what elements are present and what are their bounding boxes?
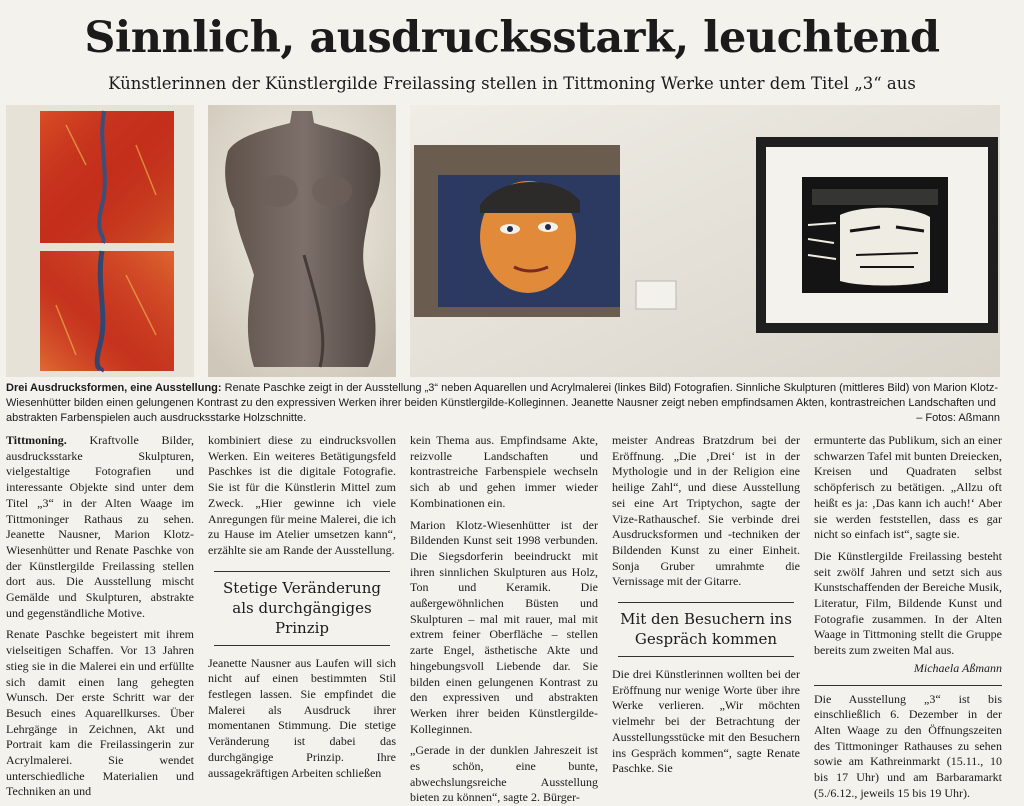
paragraph: kein Thema aus. Empfindsame Akte, reizvolle Landschaften und kontrastreiche Farbenspiele wechseln sich ab und gehen immer wieder Kombinationen ein. — [410, 433, 598, 510]
article-column-1 — [6, 433, 194, 800]
portrait-woodcut-image — [410, 105, 1000, 377]
article-column-2 — [208, 433, 396, 781]
photo-caption — [6, 381, 1000, 426]
paragraph: ermunterte das Publikum, sich an einer schwarzen Tafel mit bunten Dreiecken, Kreisen und Quadraten selbst schöpferisch zu betätigen. „Allzu oft heißt es ja: ‚Das kann ich auch!‘ Aber sie werden feststellen, dass es gar nicht so einfach ist“, sagte sie. — [814, 433, 1002, 542]
article-column-4 — [612, 433, 800, 777]
paragraph: Marion Klotz-Wiesenhütter ist der Bildenden Kunst seit 1998 verbunden. Die Siegsdorferin beeindruckt mit ihren sinnlichen Skulpturen aus Holz, Ton und Keramik. Die außergewöhnlichen Büsten und Skulpturen – mal mit rauer, mal mit extrem feiner Oberfläche – stellen zarte Engel, ästhetische Akte und hingebungsvoll Liebende dar. Sie bilden einen gelungenen Kontrast zu den expressiven und abstrakten Werken ihrer beiden Künstlergilde-Kolleginnen. — [410, 517, 598, 736]
author-name: Michaela Aßmann — [913, 660, 1002, 675]
paragraph: „Gerade in der dunklen Jahreszeit ist es schön, eine bunte, abwechslungsreiche Ausstellung bieten zu können“, sagte 2. Bürger- — [410, 743, 598, 805]
paragraph: Kraftvolle Bilder, ausdrucksstarke Skulpturen, vielgestaltige Fotografien und interessante Objekte sind unter dem Titel „3“ in der Alten Waage im Tittmoninger Rathaus zu sehen. Jeanette Nausner, Marion Klotz-Wiesenhütter und Renate Paschke von der Künstlergilde Freilassing stellen dort aus. Die Ausstellung mischt Gemälde und Skulpturen, abstrakte und gegenständliche Motive. — [6, 433, 194, 620]
paragraph: kombiniert diese zu eindrucksvollen Werken. Ein weiteres Betätigungsfeld Paschkes ist die digitale Fotografie. Sie ist für die Künstlerin Mittel zum Zweck. „Hier gewinne ich viele Anregungen für meine Malerei, die ich zu Hause im Atelier umsetzen kann“, erzählte sie am Rande der Ausstellung. — [208, 433, 396, 557]
paragraph: Renate Paschke begeistert mit ihrem vielseitigen Schaffen. Vor 13 Jahren stieg sie in die Malerei ein und erfüllte sich damit einen lang gehegten Wunsch. Der erste Schritt war der Besuch eines Aquarellkurses. Über Lehrgänge in Zeichnen, Akt und Portrait kam die Freilassingerin zur Acrylmalerei. Sie wendet unterschiedliche Materialien und Techniken an und — [6, 627, 194, 799]
photo-portrait-and-woodcut — [410, 105, 1000, 377]
subheadline: Künstlerinnen der Künstlergilde Freilassing stellen in Tittmoning Werke unter dem Titel „3“ aus — [108, 74, 916, 93]
photo-credit: – Fotos: Aßmann — [916, 412, 1000, 424]
caption-lead: Drei Ausdrucksformen, eine Ausstellung: — [6, 382, 222, 394]
photo-paintings — [6, 105, 194, 377]
torso-sculpture-image — [208, 105, 396, 377]
section-subtitle: Stetige Veränderung als durchgängiges Prinzip — [214, 571, 390, 646]
abstract-paintings-image — [6, 105, 194, 377]
paragraph: Jeanette Nausner aus Laufen will sich nicht auf einen bestimmten Stil festlegen lassen. Sie empfindet die Malerei als Ausdruck ihrer momentanen Stimmung. Die stetige Veränderung ist dabei das durchgängige Prinzip. Ihre aussagekräftigen Arbeiten schließen — [208, 655, 396, 780]
headline: Sinnlich, ausdrucksstark, leuchtend — [84, 13, 940, 63]
exhibition-info: Die Ausstellung „3“ ist bis einschließlich 6. Dezember in der Alten Waage zu den Öffnungszeiten des Tittmoninger Rathauses zu sehen sowie am Kathreinmarkt (15.11., 10 bis 17 Uhr) und am Barbaramarkt (5./6.12., jeweils 15 bis 19 Uhr). — [814, 685, 1002, 802]
dateline: Tittmoning. — [6, 433, 67, 447]
paragraph: meister Andreas Bratzdrum bei der Eröffnung. „Die ‚Drei‘ ist in der Mythologie und in der Religion eine heilige Zahl“, und diese Ausstellung sei eine Art Triptychon, sagte der Vize-Rathauschef. Sie verbinde drei Ausdrucksformen und -techniken der Bildenden Kunst zu einer Einheit. Sonja Gruber umrahmte die Vernissage mit der Gitarre. — [612, 433, 800, 589]
paragraph: Die Künstlergilde Freilassing besteht seit zwölf Jahren und setzt sich aus Kunstschaffenden der Bereiche Musik, Literatur, Film, Bildende Kunst und Fotografie zusammen. In der Alten Waage in Tittmoning stellt die Gruppe bereits zum zweiten Mal aus. — [814, 548, 1002, 658]
section-subtitle: Mit den Besuchern ins Gespräch kommen — [618, 602, 794, 657]
caption-text: Renate Paschke zeigt in der Ausstellung „3“ neben Aquarellen und Acrylmalerei (linkes Bild) Fotografien. Sinnliche Skulpturen (mittleres Bild) von Marion Klotz-Wiesenhütter bilden einen gelungenen Kontrast zu den expressiven Werken ihrer beiden Künstlergilde-Kolleginnen. Jeanette Nausner zeigt neben empfindsamen Akten, kontrastreichen Landschaften und abstrakten Farbenspielen auch ausdrucksstarke Holzschnitte. — [6, 382, 999, 424]
photo-sculpture — [208, 105, 396, 377]
paragraph: Die drei Künstlerinnen wollten bei der Eröffnung nur wenige Worte über ihre Werke verlieren. „Wir möchten vielmehr bei der Betrachtung der Ausstellungsstücke mit den Besuchern ins Gespräch kommen“, sagte Renate Paschke. Sie — [612, 667, 800, 776]
article-column-5 — [814, 433, 1002, 801]
article-column-3 — [410, 433, 598, 806]
